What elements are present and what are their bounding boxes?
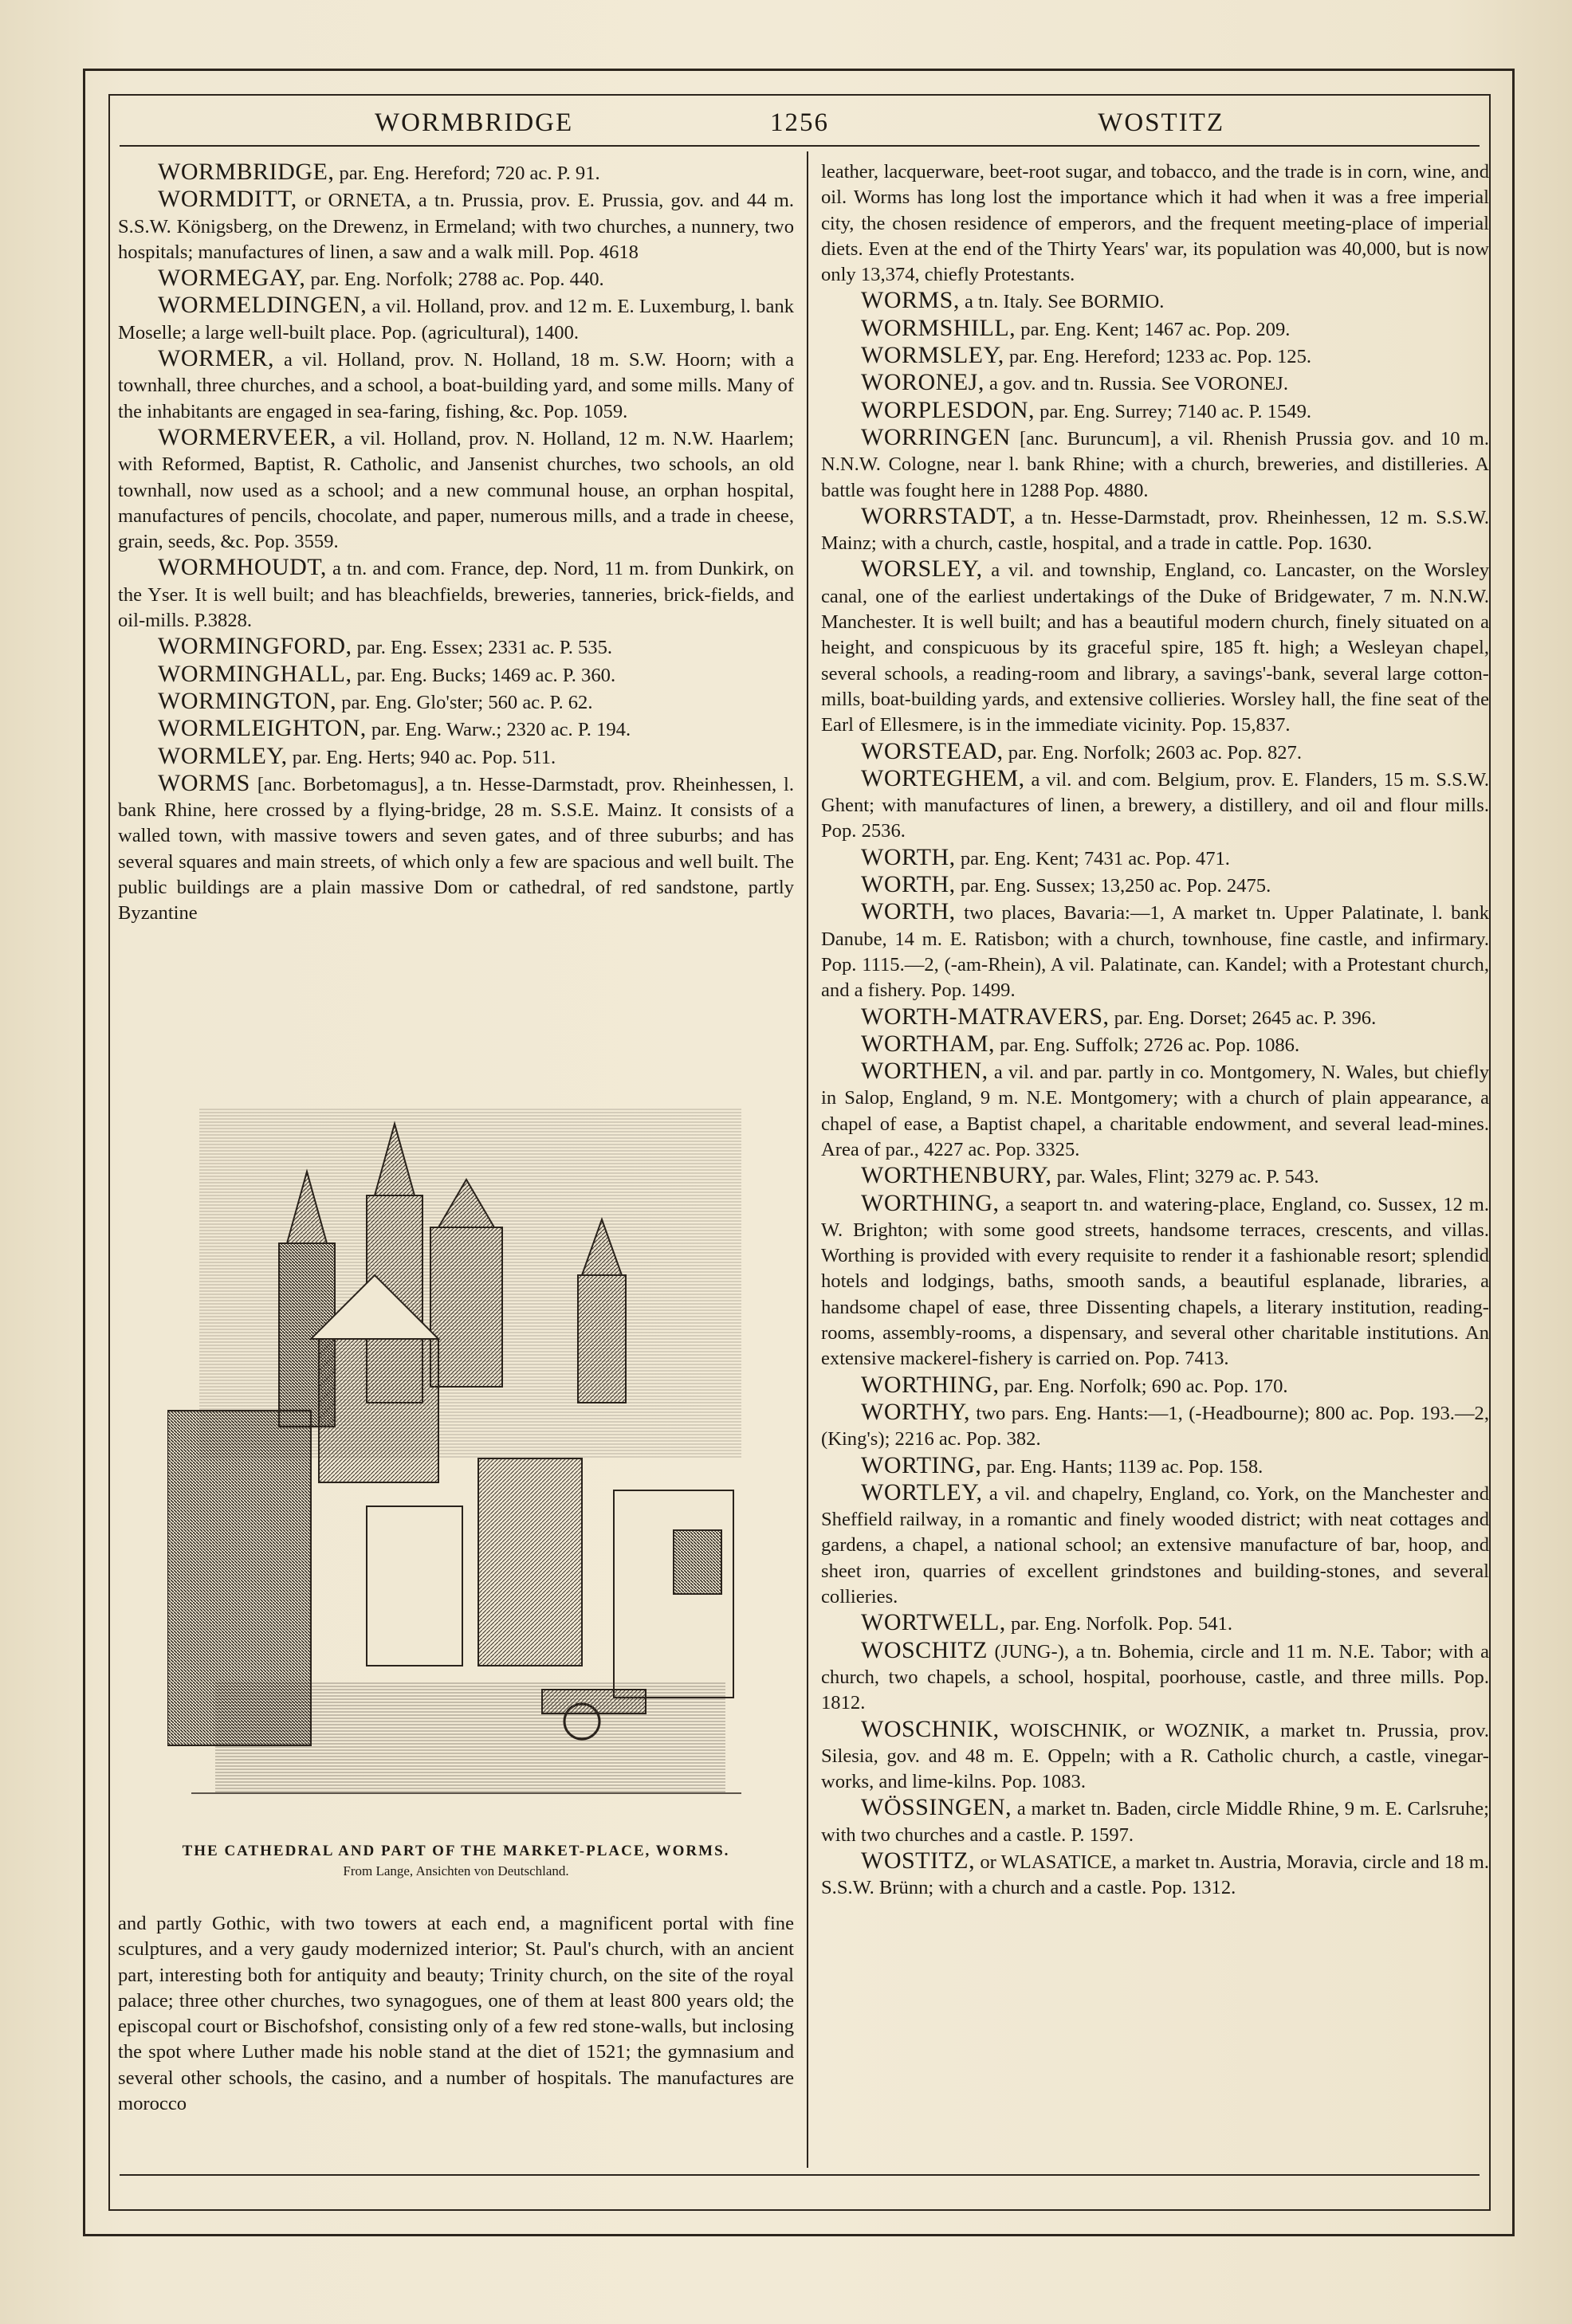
worms-entry-end: leather, lacquerware, beet-root sugar, and tobacco, and the trade is in corn, wine, and oil. Worms has long lost the importance which it had when it was a free imperial city, the chosen residence of emperors, and the frequent meeting-place of imperial diets. Even at the end of the Thirty Years' war, its population was 40,000, but is now only 13,374, chiefly Protestants.	[821, 161, 1489, 286]
entry-headword: WORTLEY,	[861, 1478, 983, 1505]
entry-text: a vil. Holland, prov. and 12 m. E. Luxemburg, l. bank Moselle; a large well-built place. Pop. (agricultural), 1400.	[118, 296, 794, 343]
gazetteer-entry	[821, 1163, 1489, 1190]
entry-text: a seaport tn. and watering-place, England, co. Sussex, 12 m. W. Brighton; with some good streets, handsome terraces, crescents, and villas. Worthing is provided with every requisite to render it a fashionable resort; splendid hotels and lodgings, baths, smooth sands, a beautiful esplanade, libraries, a handsome chapel of ease, three Dissenting chapels, a literary institution, reading-rooms, assembly-rooms, a dispensary, and several other charitable institutions. An extensive mackerel-fishery is carried on. Pop. 7413.	[821, 1193, 1489, 1370]
gazetteer-entry	[821, 1372, 1489, 1400]
entry-headword: WORMBRIDGE,	[158, 159, 335, 185]
cathedral-engraving	[167, 1076, 765, 1833]
gazetteer-entry	[118, 634, 794, 661]
entry-text: a gov. and tn. Russia. See VORONEJ.	[984, 373, 1289, 395]
gazetteer-entry	[118, 265, 794, 292]
gazetteer-entry	[821, 370, 1489, 397]
entry-text: [anc. Buruncum], a vil. Rhenish Prussia gov. and 10 m. N.N.W. Cologne, near l. bank Rhine; with a church, breweries, and distilleries. A battle was fought here in 1288 Pop. 4880.	[821, 427, 1489, 501]
entry-text: a vil. Holland, prov. N. Holland, 18 m. S.W. Hoorn; with a townhall, three churches, and a school, a boat-building yard, and some mills. Many of the inhabitants are engaged in sea-faring, fishing, &c. Pop. 1059.	[118, 349, 794, 422]
gazetteer-entry	[821, 899, 1489, 1003]
entry-text: par. Eng. Sussex; 13,250 ac. Pop. 2475.	[955, 875, 1271, 897]
entry-text: two pars. Eng. Hants:—1, (-Headbourne); 800 ac. Pop. 193.—2, (King's); 2216 ac. Pop. 382.	[821, 1402, 1489, 1451]
entry-text: par. Eng. Hereford; 720 ac. P. 91.	[334, 163, 600, 184]
entry-text: par. Eng. Herts; 940 ac. Pop. 511.	[287, 746, 556, 768]
bottom-rule	[120, 2174, 1480, 2176]
caption-source: From Lange, Ansichten von Deutschland.	[343, 1863, 569, 1878]
entry-headword: WORMLEIGHTON,	[158, 715, 367, 742]
entry-headword: WORTHAM,	[861, 1030, 996, 1057]
entry-headword: WORTH,	[861, 871, 956, 898]
entry-headword: WORSTEAD,	[861, 737, 1004, 764]
gazetteer-entry	[821, 1638, 1489, 1717]
entry-text: par. Eng. Norfolk; 2603 ac. Pop. 827.	[1003, 741, 1302, 764]
entry-text: a tn. and com. France, dep. Nord, 11 m. from Dunkirk, on the Yser. It is well built; and has bleachfields, breweries, tanneries, brick-fields, and oil-mills. P.3828.	[118, 558, 794, 632]
entry-headword: WORMELDINGEN,	[158, 292, 367, 319]
gazetteer-entry	[821, 504, 1489, 557]
entry-text: a tn. Hesse-Darmstadt, prov. Rheinhessen, 12 m. S.S.W. Mainz; with a church, castle, hospital, and a trade in cattle. Pop. 1630.	[821, 506, 1489, 555]
header-left-word: WORMBRIDGE	[375, 108, 574, 137]
gazetteer-entry	[118, 716, 794, 743]
gazetteer-entry	[821, 316, 1489, 343]
entry-headword: WORSLEY,	[861, 555, 983, 583]
entry-headword: WORRSTADT,	[861, 502, 1016, 529]
gazetteer-entry	[821, 1031, 1489, 1058]
entry-text: par. Eng. Norfolk; 2788 ac. Pop. 440.	[305, 269, 604, 291]
entry-text: WOISCHNIK, or WOZNIK, a market tn. Prussia, prov. Silesia, gov. and 48 m. E. Oppeln; with a R. Catholic church, a castle, vinegar-works, and lime-kilns. Pop. 1083.	[821, 1719, 1489, 1793]
entry-text: or ORNETA, a tn. Prussia, prov. E. Prussia, gov. and 44 m. S.S.W. Königsberg, on the Drewenz, in Ermeland; with two churches, a nunnery, two hospitals; manufactures of linen, a saw and a walk mill. Pop. 4618	[118, 190, 794, 263]
entry-headword: WORTHY,	[861, 1398, 970, 1425]
gazetteer-entry	[821, 343, 1489, 370]
entry-text: par. Eng. Warw.; 2320 ac. P. 194.	[366, 719, 631, 741]
gazetteer-entry	[118, 292, 794, 346]
entry-text: two places, Bavaria:—1, A market tn. Upper Palatinate, l. bank Danube, 14 m. E. Ratisbon; with a church, townhouse, fine castle, and infirmary. Pop. 1115.—2, (-am-Rhein), A vil. Palatinate, can. Kandel; with a Protestant church, and a fishery. Pop. 1499.	[821, 902, 1489, 1002]
entry-headword: WORMSHILL,	[861, 314, 1016, 341]
entry-text: a vil. and com. Belgium, prov. E. Flanders, 15 m. S.S.W. Ghent; with manufactures of linen, a brewery, a distillery, and oil and flour mills. Pop. 2536.	[821, 768, 1489, 842]
entry-text: a tn. Italy. See BORMIO.	[959, 291, 1165, 313]
entry-headword: WORMEGAY,	[158, 265, 306, 292]
right-column	[821, 159, 1489, 1902]
entry-headword: WORTWELL,	[861, 1609, 1006, 1636]
gazetteer-entry	[821, 1191, 1489, 1372]
gazetteer-entry	[821, 556, 1489, 738]
left-column-bottom	[118, 1911, 794, 2117]
gazetteer-entry	[118, 689, 794, 716]
entry-headword: WOSCHNIK,	[861, 1715, 1000, 1742]
entry-headword: WORMERVEER,	[158, 423, 336, 450]
gazetteer-entry	[821, 1795, 1489, 1848]
gazetteer-entry	[118, 425, 794, 555]
entry-headword: WORPLESDON,	[861, 396, 1036, 423]
entry-headword: WORTH,	[861, 843, 956, 870]
gazetteer-entry	[821, 1400, 1489, 1453]
entry-headword: WORMHOUDT,	[158, 554, 327, 581]
gazetteer-entry	[118, 744, 794, 771]
gazetteer-entry	[821, 845, 1489, 872]
running-header	[120, 100, 1480, 147]
entry-headword: WORMSLEY,	[861, 342, 1004, 369]
illustration-caption	[118, 1843, 794, 1879]
entry-headword: WORMER,	[158, 345, 274, 372]
gazetteer-entry	[118, 186, 794, 265]
entry-headword: WORMS	[158, 769, 250, 796]
entry-headword: WORMS,	[861, 287, 960, 314]
entry-headword: WOSCHITZ	[861, 1636, 988, 1663]
entry-headword: WORRINGEN	[861, 423, 1011, 450]
left-column-top	[118, 159, 794, 927]
header-right-word: WOSTITZ	[1098, 108, 1224, 137]
gazetteer-entry	[118, 346, 794, 425]
entry-text: or WLASATICE, a market tn. Austria, Moravia, circle and 18 m. S.S.W. Brünn; with a church and a castle. Pop. 1312.	[821, 1851, 1489, 1899]
entry-headword: WORONEJ,	[861, 369, 984, 396]
entry-text: par. Eng. Kent; 7431 ac. Pop. 471.	[955, 847, 1230, 870]
entry-headword: WORTHING,	[861, 1189, 1000, 1216]
gazetteer-entry	[821, 1610, 1489, 1637]
gazetteer-entry	[821, 425, 1489, 504]
entry-headword: WORTEGHEM,	[861, 764, 1025, 791]
gazetteer-entry	[821, 1058, 1489, 1163]
entry-text: par. Eng. Surrey; 7140 ac. P. 1549.	[1035, 400, 1312, 422]
entry-headword: WORTH-MATRAVERS,	[861, 1003, 1110, 1030]
entry-text: par. Eng. Hants; 1139 ac. Pop. 158.	[981, 1455, 1263, 1478]
entry-text: a market tn. Baden, circle Middle Rhine, 9 m. E. Carlsruhe; with two churches and a castle. P. 1597.	[821, 1798, 1489, 1846]
entry-text: par. Wales, Flint; 3279 ac. P. 543.	[1051, 1166, 1319, 1188]
page-number: 1256	[770, 108, 829, 137]
entry-headword: WORTHING,	[861, 1371, 1000, 1398]
entry-headword: WORMINGHALL,	[158, 660, 352, 687]
entry-text: par. Eng. Norfolk. Pop. 541.	[1005, 1613, 1232, 1635]
entry-headword: WORMINGFORD,	[158, 633, 352, 660]
gazetteer-entry	[118, 771, 794, 927]
gazetteer-entry	[821, 1453, 1489, 1480]
entry-headword: WÖSSINGEN,	[861, 1794, 1012, 1821]
entry-headword: WORTING,	[861, 1451, 982, 1478]
column-divider	[807, 151, 808, 2168]
gazetteer-entry	[821, 1004, 1489, 1031]
entry-headword: WORMDITT,	[158, 186, 297, 213]
entry-headword: WORMINGTON,	[158, 687, 337, 714]
entry-text: a vil. and par. partly in co. Montgomery, N. Wales, but chiefly in Salop, England, 9 m. N.E. Montgomery; with a church of plain appearance, a chapel of ease, a Baptist chapel, a charitable endowment, and several lead-mines. Area of par., 4227 ac. Pop. 3325.	[821, 1062, 1489, 1160]
gazetteer-entry	[821, 398, 1489, 425]
entry-text: par. Eng. Glo'ster; 560 ac. P. 62.	[336, 691, 593, 713]
entry-text: [anc. Borbetomagus], a tn. Hesse-Darmstadt, prov. Rheinhessen, l. bank Rhine, here crossed by a flying-bridge, 28 m. S.S.E. Mainz. It consists of a walled town, with massive towers and seven gates, and of three suburbs; and has several squares and main streets, of which only a few are spacious and well built. The public buildings are a plain massive Dom or cathedral, of red sandstone, partly Byzantine	[118, 773, 794, 924]
entry-text: par. Eng. Dorset; 2645 ac. P. 396.	[1109, 1007, 1377, 1029]
worms-entry-continuation: and partly Gothic, with two towers at each end, a magnificent portal with fine sculptures, and a very gaudy modernized interior; St. Paul's church, with an ancient part, interesting both for antiquity and beauty; Trinity church, on the site of the royal palace; three other churches, two synagogues, one of them at least 800 years old; the episcopal court or Bischofshof, consisting only of a few red stone-walls, but inclosing the spot where Luther made his noble stand at the diet of 1521; the gymnasium and several other schools, the casino, and a number of hospitals. The manufactures are morocco	[118, 1913, 794, 2115]
gazetteer-entry	[821, 1848, 1489, 1902]
gazetteer-entry	[821, 1717, 1489, 1796]
entry-headword: WORTHENBURY,	[861, 1162, 1052, 1189]
gazetteer-entry	[821, 739, 1489, 766]
gazetteer-entry	[118, 159, 794, 186]
entry-text: a vil. and chapelry, England, co. York, on the Manchester and Sheffield railway, in a romantic and finely wooded district; with neat cottages and gardens, a chapel, a national school; an extensive manufacture of bar, hoop, and sheet iron, quarries of excellent grindstones and building-stones, and several collieries.	[821, 1482, 1489, 1608]
entry-text: par. Eng. Suffolk; 2726 ac. Pop. 1086.	[995, 1034, 1300, 1056]
entry-text: par. Eng. Kent; 1467 ac. Pop. 209.	[1016, 318, 1291, 340]
gazetteer-entry	[821, 872, 1489, 899]
entry-headword: WORMLEY,	[158, 742, 288, 769]
entry-text: par. Eng. Hereford; 1233 ac. Pop. 125.	[1004, 346, 1312, 368]
entry-headword: WOSTITZ,	[861, 1847, 976, 1874]
entry-headword: WORTHEN,	[861, 1058, 988, 1085]
caption-title: THE CATHEDRAL AND PART OF THE MARKET-PLACE, WORMS.	[182, 1843, 730, 1859]
entry-headword: WORTH,	[861, 898, 956, 925]
gazetteer-entry	[118, 555, 794, 634]
entry-text: par. Eng. Essex; 2331 ac. P. 535.	[352, 637, 613, 659]
gazetteer-entry	[821, 766, 1489, 845]
entry-text: par. Eng. Bucks; 1469 ac. P. 360.	[352, 664, 616, 686]
entry-text: a vil. and township, England, co. Lancaster, on the Worsley canal, one of the earliest undertakings of the Duke of Bridgewater, 7 m. N.N.W. Manchester. It is well built; and has a beautiful modern church, finely situated on a height, and conspicuous by its graceful spire, 185 ft. high; a Wesleyan chapel, several schools, a reading-room and library, a savings'-bank, several large cotton-mills, boat-building yards, and extensive collieries. Worsley hall, the fine seat of the Earl of Ellesmere, is in the immediate vicinity. Pop. 15,837.	[821, 559, 1489, 736]
entry-text: a vil. Holland, prov. N. Holland, 12 m. N.W. Haarlem; with Reformed, Baptist, R. Catholic, and Jansenist churches, two schools, an old townhall, now used as a school; and a new communal house, an orphan hospital, manufactures of pencils, chocolate, and paper, numerous mills, and a trade in cheese, grain, seeds, &c. Pop. 3559.	[118, 427, 794, 553]
entry-text: (JUNG-), a tn. Bohemia, circle and 11 m. N.E. Tabor; with a church, two chapels, a school, hospital, poorhouse, castle, and three mills. Pop. 1812.	[821, 1640, 1489, 1714]
entry-text: par. Eng. Norfolk; 690 ac. Pop. 170.	[999, 1375, 1288, 1397]
gazetteer-entry	[821, 288, 1489, 315]
gazetteer-entry	[821, 1480, 1489, 1610]
gazetteer-entry	[118, 661, 794, 689]
